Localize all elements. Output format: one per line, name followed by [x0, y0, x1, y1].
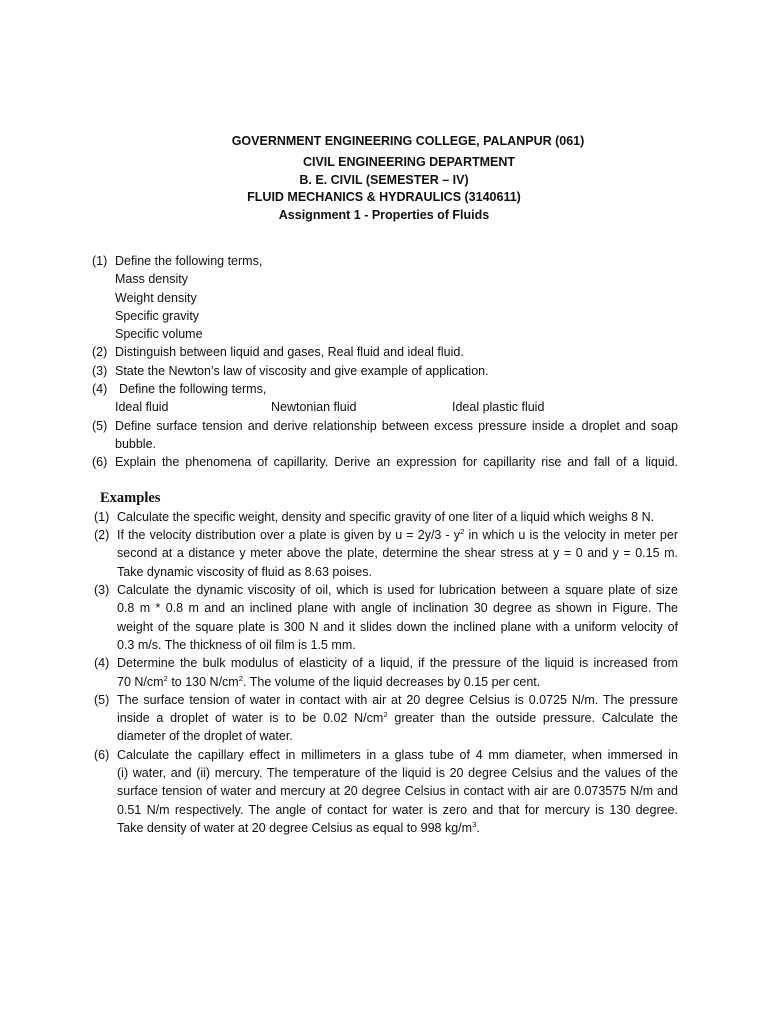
example-number: (3) — [94, 583, 110, 598]
term: Mass density — [115, 272, 188, 287]
questions-list — [92, 252, 678, 472]
question-number: (3) — [92, 363, 108, 378]
example-line — [117, 709, 678, 727]
term: Newtonian fluid — [271, 400, 357, 415]
example-line: weight of the square plate is 300 N and it slides down the inclined plane with a uniform velocity of — [117, 619, 678, 634]
text-segment: If the velocity distribution over a plate is given by u = 2y/3 - y — [117, 528, 461, 543]
example-line — [117, 526, 678, 544]
question-line: Explain the phenomena of capillarity. Derive an expression for capillarity rise and fall of a liquid. — [115, 455, 678, 470]
example-line: diameter of the droplet of water. — [117, 729, 293, 744]
example-line: Calculate the specific weight, density and specific gravity of one liter of a liquid which weighs 8 N. — [117, 509, 655, 524]
example-line: Determine the bulk modulus of elasticity of a liquid, if the pressure of the liquid is increased from — [117, 656, 678, 671]
superscript: 2 — [238, 673, 244, 683]
question-item — [92, 453, 678, 471]
example-line: 0.8 m * 0.8 m and an inclined plane with angle of inclination 30 degree as shown in Figure. The — [117, 601, 678, 616]
example-line: (i) water, and (ii) mercury. The temperature of the liquid is 20 degree Celsius and the values of the — [117, 766, 678, 780]
question-item — [92, 380, 678, 417]
text-segment: greater than the outside pressure. Calculate the — [387, 711, 678, 726]
question-line: Define the following terms, — [119, 382, 267, 397]
example-line: surface tension of water and mercury at 20 degree Celsius in contact with air are 0.073575 N/m and — [117, 784, 678, 799]
example-number: (5) — [94, 692, 110, 707]
text-segment: in which u is the velocity in meter per — [464, 528, 678, 543]
example-line: 0.3 m/s. The thickness of oil film is 1.5 mm. — [117, 637, 356, 652]
question-item — [92, 417, 678, 454]
example-item — [94, 746, 678, 837]
text-segment: 70 N/cm — [117, 674, 164, 689]
assignment-title: Assignment 1 - Properties of Fluids — [278, 208, 490, 222]
example-line — [117, 819, 678, 837]
question-line: Define the following terms, — [115, 254, 263, 268]
examples-list — [94, 508, 678, 837]
superscript: 2 — [383, 709, 388, 719]
term-row — [115, 398, 678, 416]
question-number: (1) — [92, 254, 108, 268]
example-number: (4) — [94, 656, 110, 671]
text-segment: Take density of water at 20 degree Celsius as equal to 998 kg/m — [117, 820, 473, 835]
question-line: Define surface tension and derive relationship between excess pressure inside a droplet and soap — [115, 418, 678, 433]
text-segment: . — [476, 820, 480, 835]
example-number: (2) — [94, 528, 110, 543]
question-number: (4) — [92, 382, 108, 397]
term: Ideal plastic fluid — [452, 400, 545, 415]
example-line: The surface tension of water in contact with air at 20 degree Celsius is 0.0725 N/m. The pressure — [117, 692, 678, 707]
example-item — [94, 526, 678, 581]
example-line: Calculate the dynamic viscosity of oil, which is used for lubrication between a square plate of size — [117, 583, 678, 598]
question-number: (5) — [92, 418, 108, 433]
term: Specific gravity — [115, 308, 200, 323]
text-segment: inside a droplet of water is to be 0.02 N/cm — [117, 711, 384, 726]
superscript: 2 — [460, 526, 465, 536]
example-line: Take dynamic viscosity of fluid as 8.63 poises. — [117, 564, 372, 579]
question-number: (6) — [92, 455, 108, 470]
example-line: Calculate the capillary effect in millimeters in a glass tube of 4 mm diameter, when immersed in — [117, 747, 678, 762]
text-segment: . The volume of the liquid decreases by 0.15 per cent. — [243, 674, 541, 689]
example-line: 0.51 N/m respectively. The angle of contact for water is zero and that for mercury is 130 degree. — [117, 802, 678, 817]
term: Ideal fluid — [115, 400, 169, 415]
example-item — [94, 654, 678, 691]
example-number: (6) — [94, 747, 110, 762]
example-line: second at a distance y meter above the plate, determine the shear stress at y = 0 and y = 0.15 m. — [117, 546, 678, 561]
program-name: B. E. CIVIL (SEMESTER – IV) — [299, 173, 469, 187]
question-line: Distinguish between liquid and gases, Real fluid and ideal fluid. — [115, 345, 464, 360]
example-line — [117, 673, 678, 691]
text-segment: to 130 N/cm — [167, 674, 239, 689]
example-item — [94, 581, 678, 654]
college-name: GOVERNMENT ENGINEERING COLLEGE, PALANPUR (061) — [231, 134, 585, 148]
question-item — [92, 343, 678, 361]
question-item — [92, 362, 678, 380]
question-item — [92, 252, 678, 343]
subject-name: FLUID MECHANICS & HYDRAULICS (3140611) — [247, 190, 521, 204]
question-line: bubble. — [115, 436, 157, 451]
example-item — [94, 691, 678, 746]
question-line: State the Newton’s law of viscosity and give example of application. — [115, 363, 489, 378]
department-name: CIVIL ENGINEERING DEPARTMENT — [302, 155, 516, 169]
term: Specific volume — [115, 327, 203, 342]
term: Weight density — [115, 290, 197, 305]
examples-heading: Examples — [100, 490, 161, 506]
question-number: (2) — [92, 345, 108, 360]
superscript: 3 — [472, 819, 477, 829]
example-item — [94, 508, 678, 526]
example-number: (1) — [94, 509, 110, 524]
superscript: 2 — [163, 673, 168, 683]
